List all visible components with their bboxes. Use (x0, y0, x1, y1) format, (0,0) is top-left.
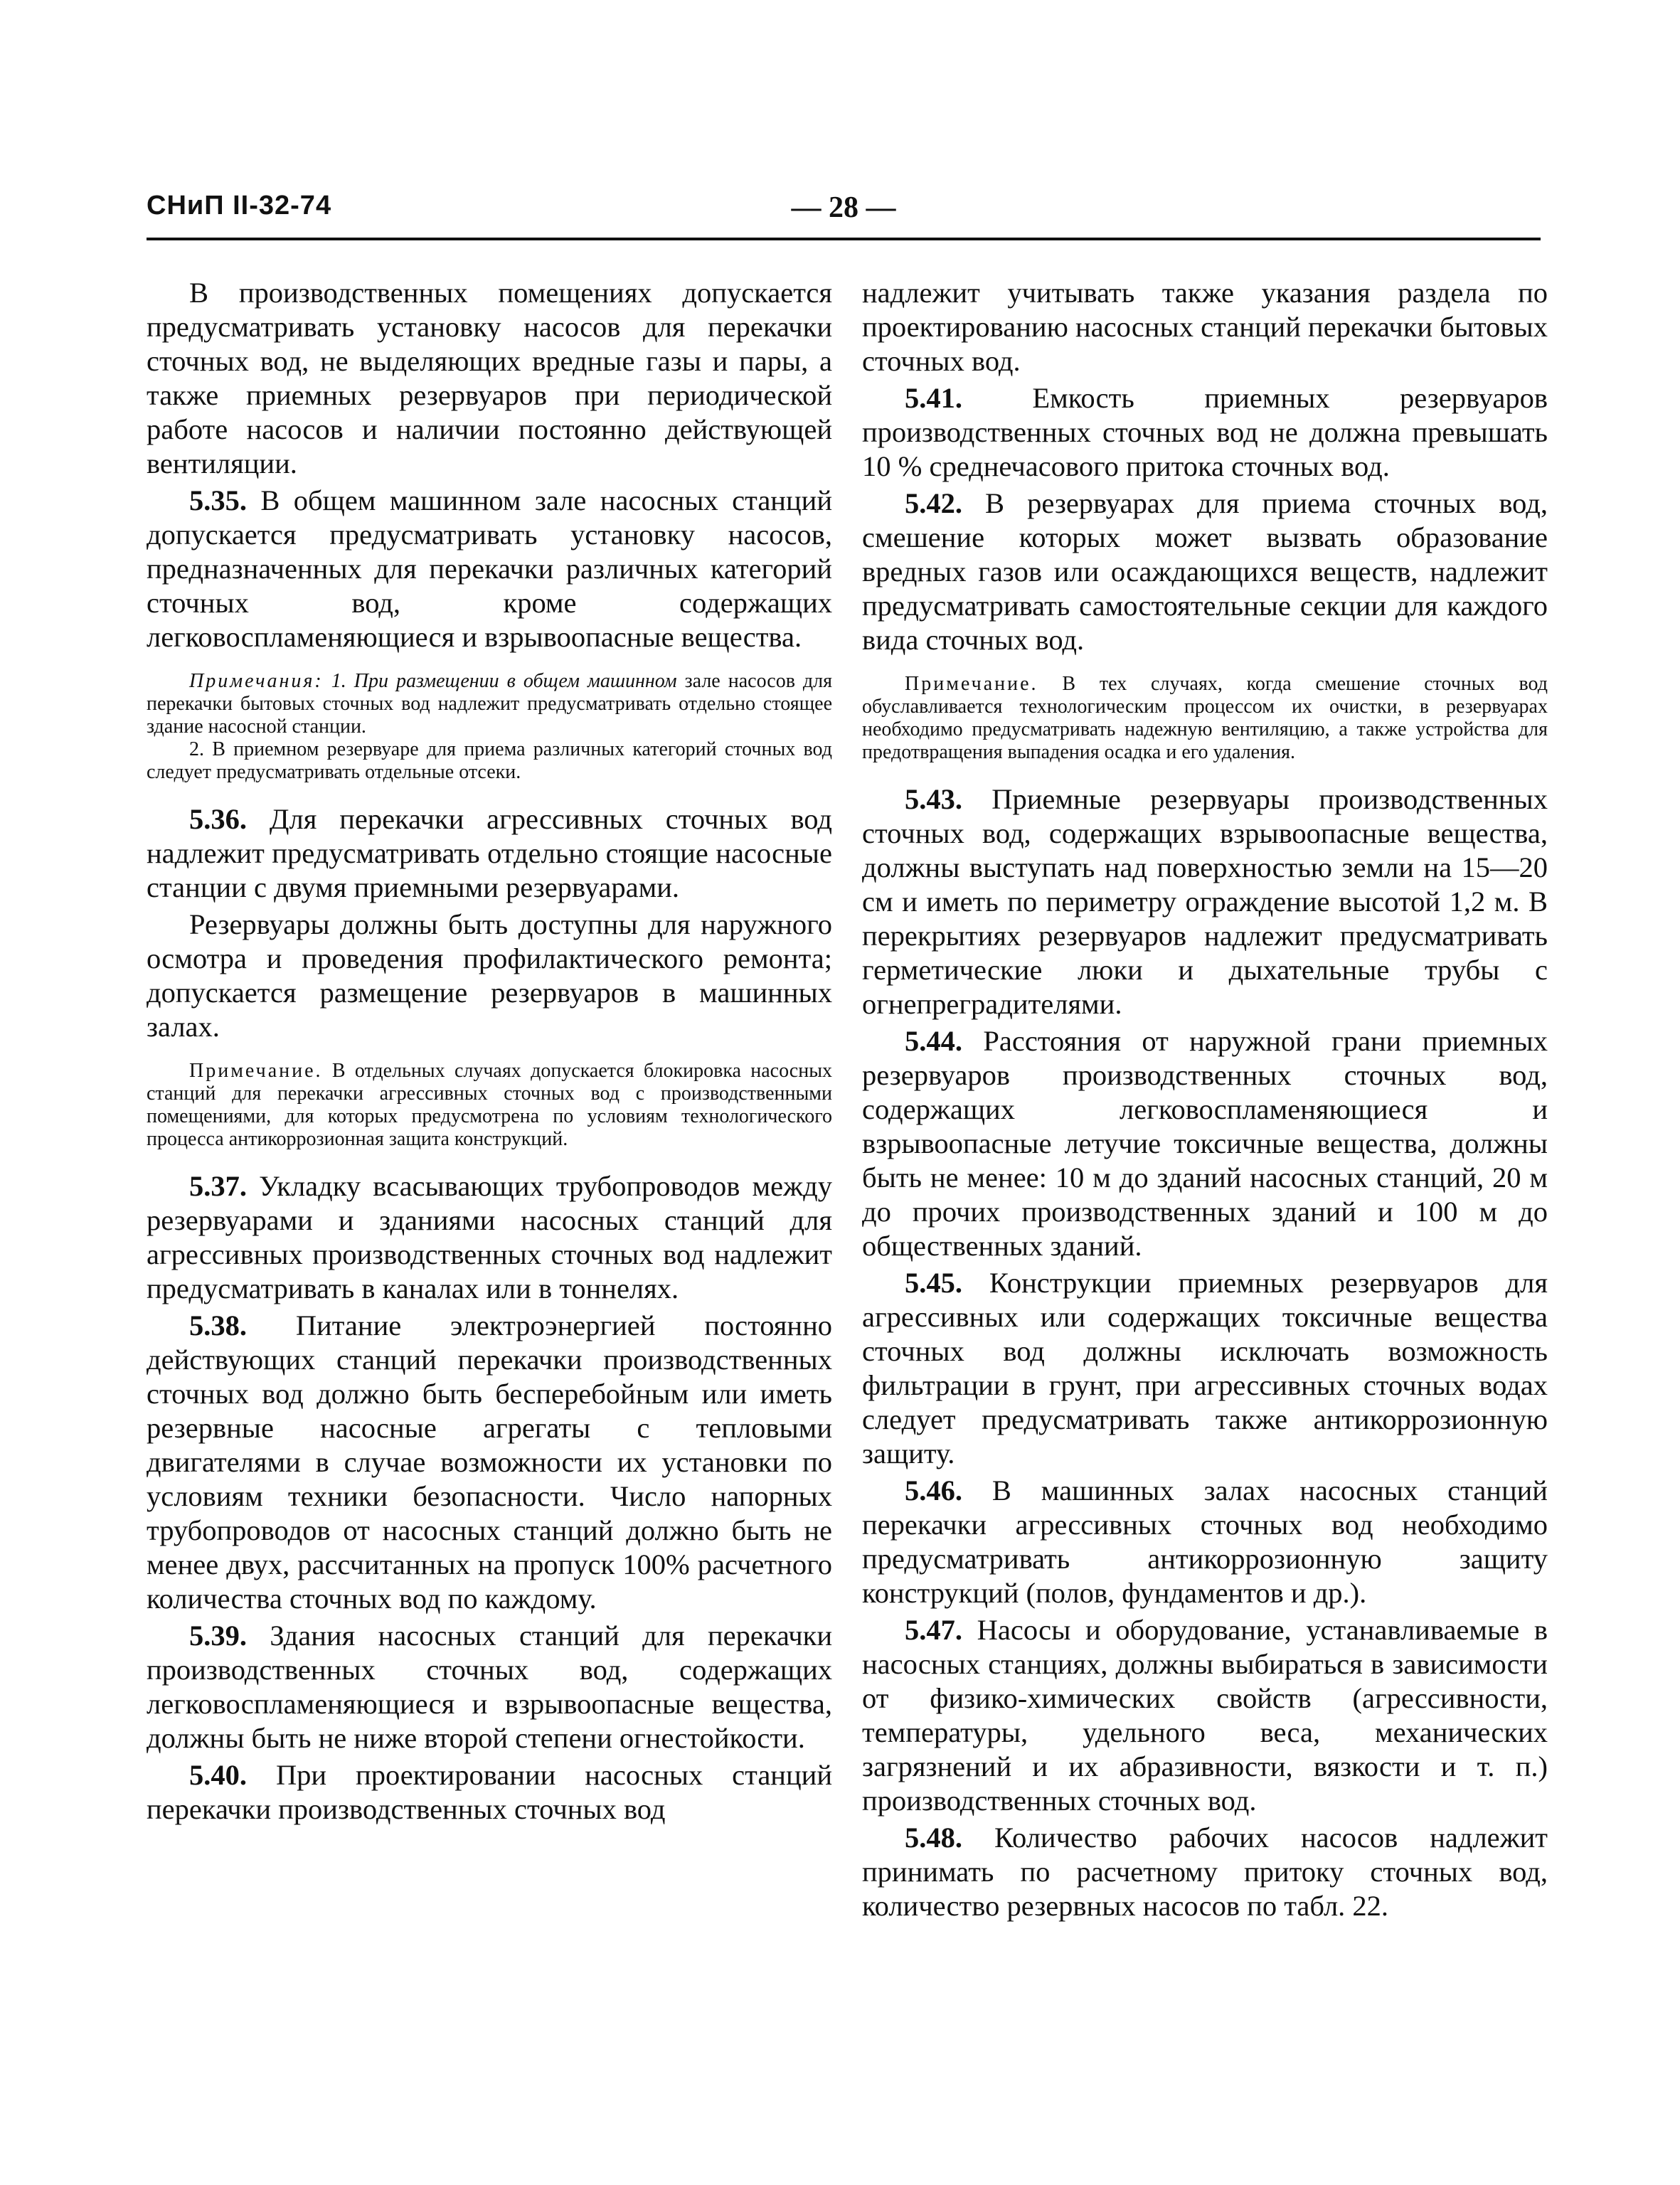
clause-number: 5.37. (189, 1170, 247, 1202)
clause-number: 5.41. (905, 382, 962, 414)
clause-number: 5.40. (189, 1759, 247, 1791)
left-column (147, 276, 832, 1829)
clause-number: 5.44. (905, 1025, 962, 1057)
clause-number: 5.47. (905, 1614, 962, 1646)
clause-5-45: 5.45. Конструкции приемных резервуаров для агрессивных или содержащих токсичные вещества сточных вод должны исключать возможность фильтрации в грунт, при агрессивных сточных водах следует предусматривать также антикоррозионную защиту. (862, 1267, 1548, 1469)
right-column (862, 276, 1548, 1926)
note-5-35: Примечания: 1. При размещении в общем машинном зале насосов для перекачки бытовых сточных вод надлежит предусматривать отдельно стоящее здание насосной станции. 2. В приемном резервуаре для приема различных категорий сточных вод следует предусматривать отдельные отсеки. (147, 670, 833, 783)
note-label: Примечание. (905, 673, 1038, 695)
clause-5-43: 5.43. Приемные резервуары производственных сточных вод, содержащих взрывоопасные вещества, должны выступать над поверхностью земли на 15—20 см и иметь по периметру ограждение высотой 1,2 м. В перекрытиях резервуаров надлежит предусматривать герметические люки и дыхательные трубы с огнепреградителями. (862, 783, 1548, 1020)
standard-code: СНиП II-32-74 (147, 191, 332, 220)
note-label: Примечание. (189, 1060, 323, 1082)
clause-5-36: 5.36. Для перекачки агрессивных сточных вод надлежит предусматривать отдельно стоящие насосные станции с двумя приемными резервуарами. (147, 803, 832, 903)
clause-number: 5.38. (189, 1309, 247, 1341)
page-number: — 28 — (791, 191, 896, 224)
clause-5-38: 5.38. Питание электроэнергией постоянно действующих станций перекачки производственных сточных вод должно быть бесперебойным или иметь резервные насосные агрегаты с тепловыми двигателями в случае возможности их установки по условиям техники безопасности. Число напорных трубопроводов от насосных станций должно быть не менее двух, рассчитанных на пропуск 100% расчетного количества сточных вод по каждому. (147, 1309, 833, 1615)
clause-5-40: 5.40. При проектировании насосных станций перекачки производственных сточных вод (147, 1759, 832, 1825)
clause-number: 5.45. (905, 1267, 962, 1299)
clause-5-39: 5.39. Здания насосных станций для перекачки производственных сточных вод, содержащих легковоспламеняющиеся и взрывоопасные вещества, должны быть не ниже второй степени огнестойкости. (147, 1620, 832, 1754)
clause-5-42: 5.42. В резервуарах для приема сточных вод, смешение которых может вызвать образование вредных газов или осаждающихся веществ, надлежит предусматривать самостоятельные секции для каждого вида сточных вод. (862, 487, 1548, 656)
clause-5-36-continued: Резервуары должны быть доступны для наружного осмотра и проведения профилактического ремонта; допускается размещение резервуаров в машинных залах. (147, 908, 832, 1043)
clause-number: 5.35. (189, 484, 247, 516)
clause-number: 5.42. (905, 487, 962, 519)
clause-5-35: 5.35. В общем машинном зале насосных станций допускается предусматривать установку насосов, предназначенных для перекачки различных категорий сточных вод, кроме содержащих легковоспламеняющиеся и взрывоопасные вещества. (147, 484, 832, 653)
note-5-36: Примечание. В отдельных случаях допускается блокировка насосных станций для перекачки агрессивных сточных вод с производственными помещениями, для которых предусмотрена по условиям технологического процесса антикоррозионная защита конструкций. (147, 1060, 833, 1150)
clause-5-47: 5.47. Насосы и оборудование, устанавливаемые в насосных станциях, должны выбираться в зависимости от физико-химических свойств (агрессивности, температуры, удельного веса, механических загрязнений и их абразивности, вязкости и т. п.) производственных сточных вод. (862, 1614, 1548, 1817)
clause-5-37: 5.37. Укладку всасывающих трубопроводов между резервуарами и зданиями насосных станций для агрессивных производственных сточных вод надлежит предусматривать в каналах или в тоннелях. (147, 1170, 832, 1304)
header-rule (147, 238, 1541, 240)
page-header (147, 191, 1541, 240)
clause-5-40-continued: надлежит учитывать также указания раздела по проектированию насосных станций перекачки бытовых сточных вод. (862, 277, 1548, 377)
clause-number: 5.46. (905, 1474, 962, 1506)
clause-5-48: 5.48. Количество рабочих насосов надлежит принимать по расчетному притоку сточных вод, количество резервных насосов по табл. 22. (862, 1822, 1548, 1922)
clause-number: 5.39. (189, 1620, 247, 1652)
clause-number: 5.36. (189, 803, 247, 835)
note-label: Примечания: (189, 670, 324, 692)
note-5-42: Примечание. В тех случаях, когда смешение сточных вод обуславливается технологическим процессом их очистки, в резервуарах необходимо предусматривать надежную вентиляцию, а также устройства для предотвращения выпадения осадка и его удаления. (862, 673, 1548, 763)
clause-number: 5.43. (905, 783, 962, 815)
paragraph-intro: В производственных помещениях допускается предусматривать установку насосов для перекачки сточных вод, не выделяющих вредные газы и пары, а также приемных резервуаров при периодической работе насосов и наличии постоянно действующей вентиляции. (147, 277, 832, 479)
clause-number: 5.48. (905, 1822, 962, 1854)
clause-5-46: 5.46. В машинных залах насосных станций перекачки агрессивных сточных вод необходимо предусматривать антикоррозионную защиту конструкций (полов, фундаментов и др.). (862, 1474, 1548, 1609)
clause-5-41: 5.41. Емкость приемных резервуаров производственных сточных вод не должна превышать 10 % среднечасового притока сточных вод. (862, 382, 1548, 482)
clause-5-44: 5.44. Расстояния от наружной грани приемных резервуаров производственных сточных вод, содержащих легковоспламеняющиеся и взрывоопасные летучие токсичные вещества, должны быть не менее: 10 м до зданий насосных станций, 20 м до прочих производственных зданий и 100 м до общественных зданий. (862, 1025, 1548, 1262)
